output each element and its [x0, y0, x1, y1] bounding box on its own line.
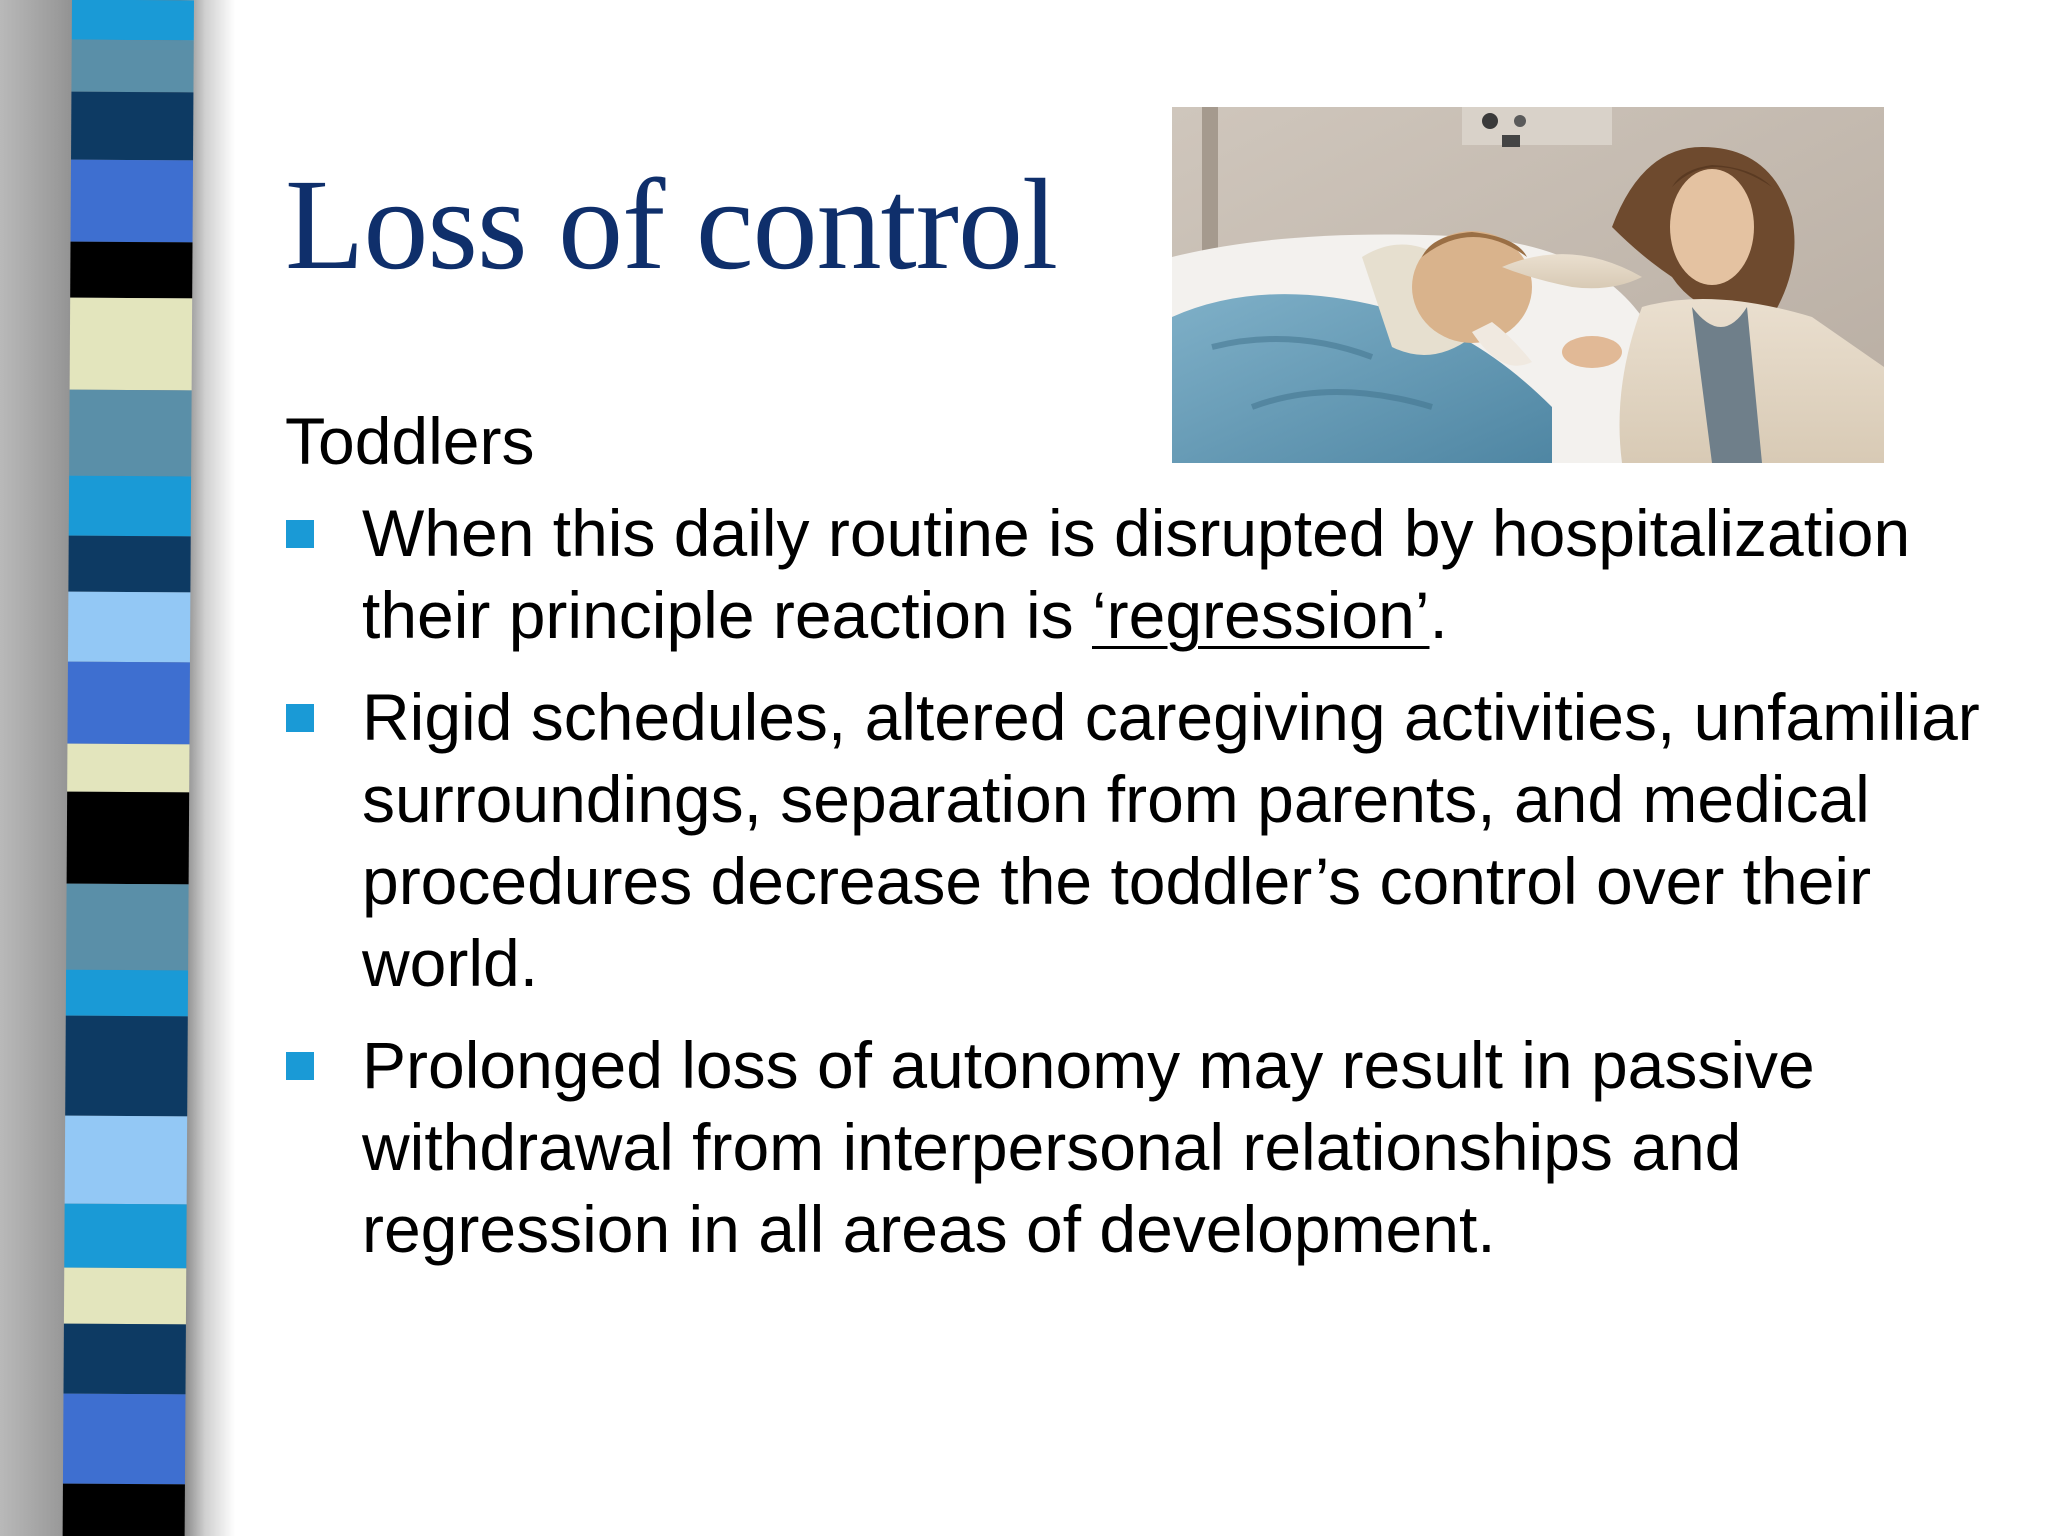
bullet-item: [285, 1024, 2005, 1270]
page-title: Loss of control: [285, 153, 1058, 297]
stripe-band: [68, 592, 190, 663]
stripe-band: [67, 662, 189, 745]
stripe-band: [70, 242, 192, 299]
square-bullet-icon: [286, 1052, 314, 1080]
stripe-band: [63, 1324, 185, 1395]
stripe-band: [64, 1204, 186, 1269]
section-subtitle: Toddlers: [285, 404, 535, 478]
stripe-band: [71, 92, 193, 161]
stripe-band: [65, 1116, 188, 1205]
stripe-band: [62, 1484, 184, 1536]
bullet-text: When this daily routine is disrupted by hospitalization their principle reaction is: [362, 496, 1911, 652]
stripe-band: [65, 1016, 188, 1117]
bullet-text-end: .: [1429, 578, 1448, 652]
square-bullet-icon: [286, 704, 314, 732]
stripe-band: [66, 970, 188, 1017]
stripe-band: [68, 536, 190, 593]
stripe-band: [69, 476, 191, 537]
bullet-item: [285, 492, 2005, 656]
stripe-band: [71, 160, 193, 243]
bullet-text: Prolonged loss of autonomy may result in passive withdrawal from interpersonal relationships and regression in all areas of development.: [362, 1028, 1815, 1266]
stripe-band: [63, 1394, 186, 1485]
stripe-band: [67, 792, 190, 885]
stripe-band: [64, 1268, 186, 1325]
stripe-band: [69, 390, 192, 477]
bullet-text: Rigid schedules, altered caregiving activities, unfamiliar surroundings, separation from parents, and medical procedures decrease the toddler’s control over their world.: [362, 680, 1980, 1000]
stripe-band: [67, 744, 189, 793]
underlined-term: ‘regression’: [1092, 578, 1430, 652]
slide-body: [285, 400, 2005, 1290]
stripe-band: [70, 298, 193, 391]
bullet-item: [285, 676, 2005, 1004]
stripe-band: [71, 40, 193, 93]
square-bullet-icon: [286, 520, 314, 548]
stripe-band: [72, 0, 194, 40]
stripe-band: [66, 884, 189, 971]
decorative-stripe-bar: [63, 0, 194, 1536]
